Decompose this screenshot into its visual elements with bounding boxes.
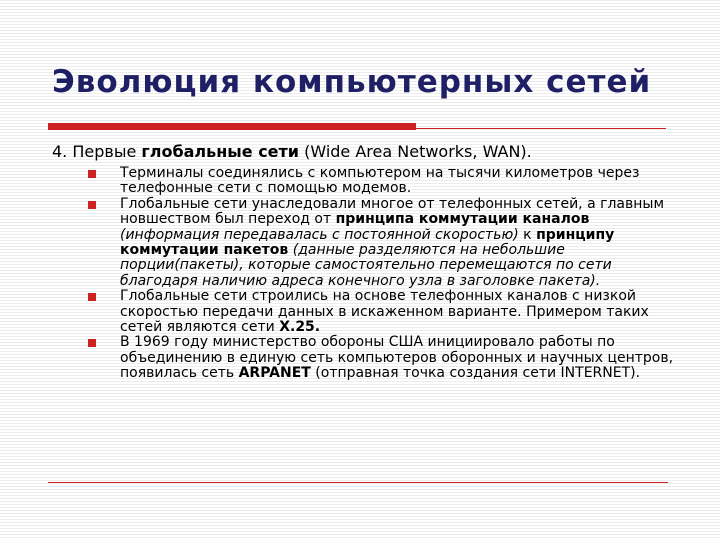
bullet-italic-note: (данные разделяются на небольшие порции(пакеты), которые самостоятельно перемещаются по сети благодаря наличию адреса конечного узла в заголовке пакета).	[120, 242, 612, 289]
bullet-bold-term: ARPANET	[238, 365, 311, 382]
section-heading	[52, 142, 692, 162]
heading-text-pre: Первые	[67, 142, 142, 161]
square-bullet-icon	[88, 201, 96, 209]
bullet-item-4	[82, 335, 692, 381]
footer-rule	[48, 482, 668, 483]
bullet-text: Глобальные сети унаследовали многое от телефонных сетей, а главным новшеством был переход от	[120, 195, 665, 228]
heading-number: 4.	[52, 142, 68, 161]
heading-text-bold: глобальные сети	[141, 142, 300, 161]
bullet-italic-note: (информация передавалась с постоянной скоростью)	[120, 226, 519, 243]
bullet-text: В 1969 году министерство обороны США инициировало работы по объединению в единую сеть компьютеров оборонных и научных центров, появилась сеть	[120, 334, 674, 382]
bullet-bold-term: принципа коммутации каналов	[335, 211, 590, 228]
square-bullet-icon	[88, 339, 96, 347]
slide-title: Эволюция компьютерных сетей	[52, 64, 652, 100]
bullet-bold-term: принципу коммутации пакетов	[120, 226, 615, 259]
bullet-list	[82, 166, 692, 382]
bullet-text: Терминалы соединялись с компьютером на тысячи километров через телефонные сети с помощью модемов.	[120, 165, 640, 197]
square-bullet-icon	[88, 170, 96, 178]
bullet-item-2	[82, 197, 692, 289]
bullet-bold-term: X.25.	[279, 319, 321, 336]
square-bullet-icon	[88, 293, 96, 301]
bullet-text: к	[518, 226, 537, 243]
heading-text-post: (Wide Area Networks, WAN).	[299, 142, 532, 161]
bullet-text: (отправная точка создания сети INTERNET).	[310, 365, 641, 382]
bullet-item-3	[82, 289, 692, 335]
bullet-item-1	[82, 166, 692, 197]
title-underline-thick	[48, 123, 416, 130]
title-underline-thin	[416, 128, 666, 129]
bullet-text: Глобальные сети строились на основе телефонных каналов с низкой скоростью передачи данных в искаженном варианте. Примером таких сетей являются сети	[120, 288, 649, 336]
